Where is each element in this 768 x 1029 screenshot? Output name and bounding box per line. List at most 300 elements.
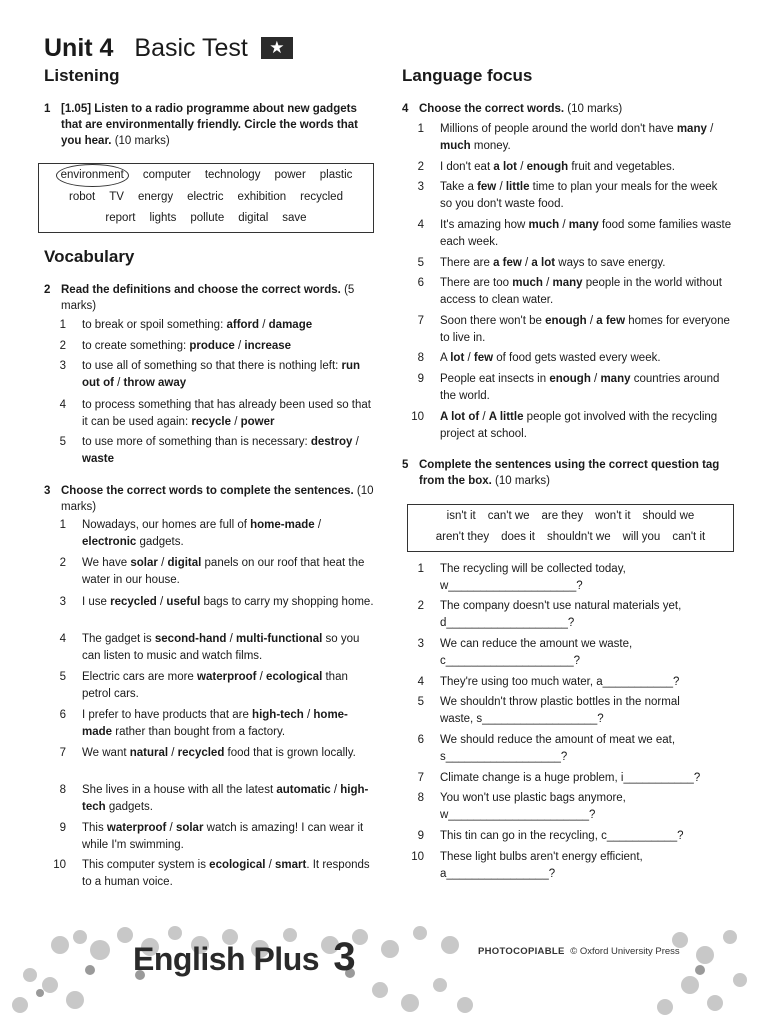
listening-word-box — [38, 163, 374, 233]
word-1: environment — [56, 164, 129, 187]
item-line-1: This tin can go in the recycling, c___________? — [440, 830, 684, 842]
brand-logo — [133, 935, 355, 980]
item-number: 9 — [417, 373, 424, 385]
word-1: robot — [69, 191, 96, 203]
choice-a: few — [477, 181, 497, 193]
item-line-1: Climate change is a huge problem, i___________? — [440, 772, 701, 784]
choice-separator: / — [113, 377, 124, 389]
item-suffix: gadgets. — [136, 536, 184, 548]
choice-a: home-made — [250, 519, 315, 531]
item-prefix: to break or spoil something: — [82, 319, 227, 331]
q2-text: Read the definitions and choose the correct words. — [61, 284, 341, 296]
item-number: 8 — [59, 784, 66, 796]
item-text — [440, 828, 742, 845]
list-item — [402, 694, 742, 728]
item-suffix: food some families waste each week. — [440, 219, 732, 248]
q5-marks: (10 marks) — [495, 475, 550, 487]
choice-b: enough — [526, 161, 569, 173]
copyright-line — [478, 946, 680, 957]
list-item — [44, 820, 374, 854]
choice-a: high-tech — [252, 709, 304, 721]
item-text — [82, 434, 374, 468]
item-prefix: People eat insects in — [440, 373, 550, 385]
choice-b: a few — [596, 315, 626, 327]
choice-separator: / — [226, 633, 237, 645]
choice-a: many — [676, 123, 707, 135]
choice-b: high-tech — [82, 784, 369, 813]
item-line-1: They're using too much water, a___________? — [440, 676, 680, 688]
tag-2: does it — [501, 531, 536, 543]
item-suffix: food that is grown locally. — [224, 747, 356, 759]
q3-marks: (10 marks) — [61, 485, 374, 513]
item-number: 1 — [417, 563, 424, 575]
q1-text: [1.05] Listen to a radio programme about new gadgets that are environmentally friendly. Circle the words that you hear. — [61, 103, 358, 147]
item-text — [440, 732, 742, 766]
choice-separator: / — [168, 747, 178, 759]
item-number: 4 — [59, 399, 66, 411]
item-number: 6 — [417, 734, 424, 746]
list-item — [402, 790, 742, 824]
choice-separator: / — [706, 123, 714, 135]
list-item — [402, 849, 742, 883]
q3-instruction — [44, 483, 374, 515]
item-suffix: money. — [470, 140, 511, 152]
unit-label: Unit 4 — [44, 34, 114, 62]
language-focus-heading: Language focus — [402, 66, 533, 85]
item-prefix: The gadget is — [82, 633, 155, 645]
choice-b: much — [440, 140, 471, 152]
tag-1: aren't they — [435, 531, 490, 543]
q5-number: 5 — [402, 459, 409, 471]
item-line-1: These light bulbs aren't energy efficient, — [440, 851, 643, 863]
item-line-1: The company doesn't use natural materials yet, — [440, 600, 682, 612]
item-text — [82, 594, 374, 611]
item-suffix: people in the world without access to clean water. — [440, 277, 722, 306]
item-text — [82, 358, 374, 392]
q2-marks: (5 marks) — [61, 284, 355, 312]
star-icon: ★ — [261, 37, 293, 59]
page-title — [44, 34, 293, 63]
choice-a: lot — [450, 352, 465, 364]
word-2: lights — [149, 212, 177, 224]
tag-3: are they — [541, 510, 584, 522]
choice-b: smart — [275, 859, 307, 871]
item-suffix: so you can listen to music and watch films. — [82, 633, 360, 662]
choice-b: solar — [175, 822, 204, 834]
item-prefix: I don't eat — [440, 161, 494, 173]
item-line-2: w______________________? — [440, 809, 596, 821]
tag-row-2 — [408, 527, 733, 548]
choice-separator: / — [479, 411, 489, 423]
item-prefix: to use all of something so that there is nothing left: — [82, 360, 342, 372]
item-text — [440, 217, 732, 251]
choice-separator: / — [559, 219, 569, 231]
item-number: 1 — [417, 123, 424, 135]
item-number: 8 — [417, 352, 424, 364]
item-line-2: c____________________? — [440, 655, 581, 667]
choice-b: waste — [82, 453, 114, 465]
choice-separator: / — [234, 340, 245, 352]
item-number: 7 — [417, 772, 424, 784]
word-5: save — [282, 212, 307, 224]
list-item — [44, 745, 374, 762]
choice-a: enough — [545, 315, 587, 327]
item-line-2: a________________? — [440, 868, 556, 880]
choice-a: recycled — [110, 596, 157, 608]
word-5: exhibition — [237, 191, 287, 203]
list-item — [44, 317, 374, 334]
q2-number: 2 — [44, 284, 51, 296]
q1-number: 1 — [44, 103, 51, 115]
choice-b: recycled — [177, 747, 225, 759]
choice-separator: / — [590, 373, 601, 385]
choice-b: many — [600, 373, 631, 385]
list-item — [402, 561, 742, 595]
test-title: Basic Test — [134, 34, 248, 62]
item-line-1: You won't use plastic bags anymore, — [440, 792, 626, 804]
item-number: 5 — [417, 257, 424, 269]
item-suffix: people got involved with the recycling project at school. — [440, 411, 718, 440]
choice-a: waterproof — [197, 671, 257, 683]
choice-separator: / — [517, 161, 527, 173]
item-text — [440, 636, 742, 670]
item-number: 1 — [59, 519, 66, 531]
item-line-2: waste, s__________________? — [440, 713, 604, 725]
choice-separator: / — [586, 315, 597, 327]
choice-b: increase — [244, 340, 292, 352]
tag-4: won't it — [595, 510, 631, 522]
item-number: 2 — [417, 161, 424, 173]
choice-b: A little — [488, 411, 524, 423]
choice-a: afford — [226, 319, 260, 331]
word-5: plastic — [319, 169, 353, 181]
item-text — [440, 694, 742, 728]
item-suffix: ways to save energy. — [555, 257, 666, 269]
item-prefix: There are — [440, 257, 494, 269]
item-suffix: homes for everyone to live in. — [440, 315, 730, 344]
item-suffix: panels on our roof that heat the water in our house. — [82, 557, 365, 586]
item-number: 7 — [59, 747, 66, 759]
item-prefix: Millions of people around the world don't have — [440, 123, 677, 135]
item-text — [440, 313, 732, 347]
q1-instruction — [44, 101, 374, 149]
list-item — [44, 669, 374, 703]
item-suffix: time to plan your meals for the week so you don't waste food. — [440, 181, 718, 210]
item-number: 3 — [417, 638, 424, 650]
choice-a: second-hand — [154, 633, 227, 645]
choice-b: home-made — [82, 709, 348, 738]
item-text — [440, 561, 742, 595]
item-suffix: fruit and vegetables. — [568, 161, 675, 173]
choice-a: A lot of — [440, 411, 480, 423]
item-prefix: It's amazing how — [440, 219, 529, 231]
choice-a: solar — [130, 557, 158, 569]
tag-4: will you — [622, 531, 661, 543]
list-item — [44, 782, 374, 816]
word-6: recycled — [300, 191, 343, 203]
item-text — [82, 555, 374, 589]
item-number: 10 — [411, 851, 424, 863]
list-item — [44, 857, 374, 891]
word-4: power — [274, 169, 306, 181]
word-row-3 — [39, 208, 373, 229]
choice-a: a lot — [493, 161, 517, 173]
item-prefix: Electric cars are more — [82, 671, 198, 683]
choice-separator: / — [521, 257, 532, 269]
item-text — [82, 317, 374, 334]
listening-heading: Listening — [44, 66, 120, 85]
item-number: 3 — [59, 360, 66, 372]
list-item — [402, 159, 732, 176]
q1-marks: (10 marks) — [114, 135, 170, 147]
item-suffix: . It responds to a human voice. — [82, 859, 370, 888]
list-item — [402, 255, 732, 272]
item-text — [440, 674, 742, 691]
choice-separator: / — [157, 557, 168, 569]
choice-b: few — [473, 352, 494, 364]
item-prefix: We have — [82, 557, 131, 569]
choice-b: power — [240, 416, 275, 428]
list-item — [402, 828, 742, 845]
item-prefix: I prefer to have products that are — [82, 709, 253, 721]
choice-a: ecological — [209, 859, 266, 871]
choice-separator: / — [314, 519, 322, 531]
choice-b: ecological — [266, 671, 323, 683]
choice-a: enough — [549, 373, 591, 385]
item-suffix: than petrol cars. — [82, 671, 348, 700]
item-text — [82, 745, 374, 762]
choice-a: automatic — [276, 784, 331, 796]
item-line-2: w____________________? — [440, 580, 583, 592]
q5-instruction — [402, 457, 732, 489]
item-text — [82, 631, 374, 665]
list-item — [402, 217, 732, 251]
list-item — [44, 517, 374, 551]
item-prefix: This computer system is — [82, 859, 210, 871]
choice-b: electronic — [82, 536, 137, 548]
choice-separator: / — [231, 416, 241, 428]
list-item — [402, 674, 742, 691]
item-text — [440, 849, 742, 883]
list-item — [402, 732, 742, 766]
item-prefix: She lives in a house with all the latest — [82, 784, 277, 796]
choice-b: throw away — [123, 377, 187, 389]
item-prefix: to process something that has already been used so that it can be used again: — [82, 399, 371, 428]
list-item — [402, 770, 742, 787]
item-text — [82, 782, 374, 816]
footer — [0, 915, 768, 1024]
choice-b: multi-functional — [236, 633, 323, 645]
item-suffix: gadgets. — [105, 801, 153, 813]
item-text — [440, 159, 732, 176]
choice-a: waterproof — [106, 822, 167, 834]
word-row-2 — [39, 187, 373, 208]
q4-marks: (10 marks) — [567, 103, 623, 115]
item-text — [82, 517, 374, 551]
item-text — [440, 790, 742, 824]
item-text — [440, 350, 732, 367]
item-prefix: Soon there won't be — [440, 315, 546, 327]
item-line-1: We should reduce the amount of meat we eat, — [440, 734, 676, 746]
list-item — [44, 707, 374, 741]
word-3: technology — [204, 169, 261, 181]
list-item — [402, 598, 742, 632]
choice-b: damage — [268, 319, 313, 331]
item-number: 3 — [417, 181, 424, 193]
choice-separator: / — [156, 596, 167, 608]
word-1: report — [105, 212, 136, 224]
q5-text: Complete the sentences using the correct question tag from the box. — [419, 459, 720, 487]
item-number: 10 — [411, 411, 424, 423]
q3-number: 3 — [44, 485, 51, 497]
choice-a: natural — [129, 747, 169, 759]
item-number: 2 — [417, 600, 424, 612]
item-text — [440, 121, 732, 155]
vocabulary-heading: Vocabulary — [44, 247, 135, 266]
choice-b: digital — [167, 557, 202, 569]
item-text — [440, 255, 732, 272]
q4-text: Choose the correct words. — [419, 103, 565, 115]
item-prefix: to use more of something than is necessary: — [82, 436, 311, 448]
item-text — [440, 598, 742, 632]
choice-b: a lot — [531, 257, 556, 269]
item-text — [82, 397, 374, 431]
brand-level: 3 — [333, 935, 356, 979]
choice-separator: / — [352, 436, 359, 448]
item-number: 9 — [59, 822, 66, 834]
item-text — [440, 371, 732, 405]
item-suffix: of food gets wasted every week. — [493, 352, 661, 364]
list-item — [44, 631, 374, 665]
choice-a: recycle — [191, 416, 231, 428]
item-prefix: We want — [82, 747, 130, 759]
item-number: 6 — [417, 277, 424, 289]
word-3: energy — [137, 191, 174, 203]
choice-separator: / — [496, 181, 506, 193]
tag-1: isn't it — [446, 510, 476, 522]
choice-separator: / — [464, 352, 474, 364]
item-prefix: Take a — [440, 181, 478, 193]
item-text — [82, 338, 374, 355]
item-number: 10 — [53, 859, 66, 871]
item-text — [82, 707, 374, 741]
choice-b: many — [552, 277, 583, 289]
choice-separator: / — [542, 277, 553, 289]
photocopiable-label: PHOTOCOPIABLE — [478, 946, 565, 957]
item-number: 9 — [417, 830, 424, 842]
tag-5: should we — [642, 510, 695, 522]
item-number: 4 — [417, 676, 424, 688]
item-text — [440, 179, 732, 213]
item-number: 8 — [417, 792, 424, 804]
list-item — [402, 409, 732, 443]
item-number: 4 — [417, 219, 424, 231]
item-line-2: d___________________? — [440, 617, 575, 629]
tag-5: can't it — [672, 531, 706, 543]
item-number: 6 — [59, 709, 66, 721]
word-2: TV — [109, 191, 124, 203]
word-3: pollute — [190, 212, 225, 224]
item-line-2: s__________________? — [440, 751, 568, 763]
footer-decoration — [0, 915, 768, 1024]
choice-separator: / — [330, 784, 341, 796]
item-text — [82, 820, 374, 854]
item-number: 5 — [417, 696, 424, 708]
item-number: 4 — [59, 633, 66, 645]
q4-instruction — [402, 101, 732, 117]
item-text — [440, 275, 732, 309]
item-prefix: Nowadays, our homes are full of — [82, 519, 251, 531]
choice-a: run out of — [82, 360, 361, 389]
choice-a: much — [528, 219, 560, 231]
copyright-text: © Oxford University Press — [570, 946, 680, 957]
choice-a: destroy — [310, 436, 353, 448]
item-prefix: I use — [82, 596, 111, 608]
item-prefix: There are too — [440, 277, 513, 289]
choice-separator: / — [303, 709, 314, 721]
tag-3: shouldn't we — [547, 531, 611, 543]
list-item — [402, 179, 732, 213]
list-item — [44, 338, 374, 355]
list-item — [44, 397, 374, 431]
list-item — [44, 434, 374, 468]
tag-row-1 — [408, 506, 733, 527]
item-prefix: A — [440, 352, 451, 364]
item-text — [440, 770, 742, 787]
item-line-1: We shouldn't throw plastic bottles in the normal — [440, 696, 680, 708]
list-item — [402, 313, 732, 347]
item-text — [440, 409, 732, 443]
item-number: 1 — [59, 319, 66, 331]
item-number: 7 — [417, 315, 424, 327]
choice-a: produce — [189, 340, 235, 352]
q2-instruction — [44, 282, 374, 314]
choice-b: useful — [166, 596, 201, 608]
choice-separator: / — [265, 859, 276, 871]
item-number: 3 — [59, 596, 66, 608]
choice-separator: / — [256, 671, 267, 683]
item-prefix: to create something: — [82, 340, 190, 352]
list-item — [402, 636, 742, 670]
item-suffix: rather than bought from a factory. — [112, 726, 286, 738]
choice-b: little — [505, 181, 530, 193]
item-number: 5 — [59, 671, 66, 683]
choice-a: much — [512, 277, 543, 289]
tag-2: can't we — [487, 510, 530, 522]
item-text — [82, 669, 374, 703]
list-item — [44, 358, 374, 392]
q4-number: 4 — [402, 103, 409, 115]
list-item — [402, 275, 732, 309]
item-number: 5 — [59, 436, 66, 448]
item-number: 2 — [59, 557, 66, 569]
word-4: electric — [187, 191, 224, 203]
brand-name: English Plus — [133, 941, 320, 977]
choice-a: a few — [493, 257, 522, 269]
list-item — [44, 555, 374, 589]
list-item — [402, 350, 732, 367]
item-text — [82, 857, 374, 891]
item-number: 2 — [59, 340, 66, 352]
question-tag-box — [407, 504, 734, 552]
item-line-1: We can reduce the amount we waste, — [440, 638, 633, 650]
item-prefix: This — [82, 822, 107, 834]
choice-separator: / — [259, 319, 269, 331]
item-line-1: The recycling will be collected today, — [440, 563, 626, 575]
word-4: digital — [238, 212, 269, 224]
item-suffix: watch is amazing! I can wear it while I'm swimming. — [82, 822, 364, 851]
choice-b: many — [568, 219, 599, 231]
